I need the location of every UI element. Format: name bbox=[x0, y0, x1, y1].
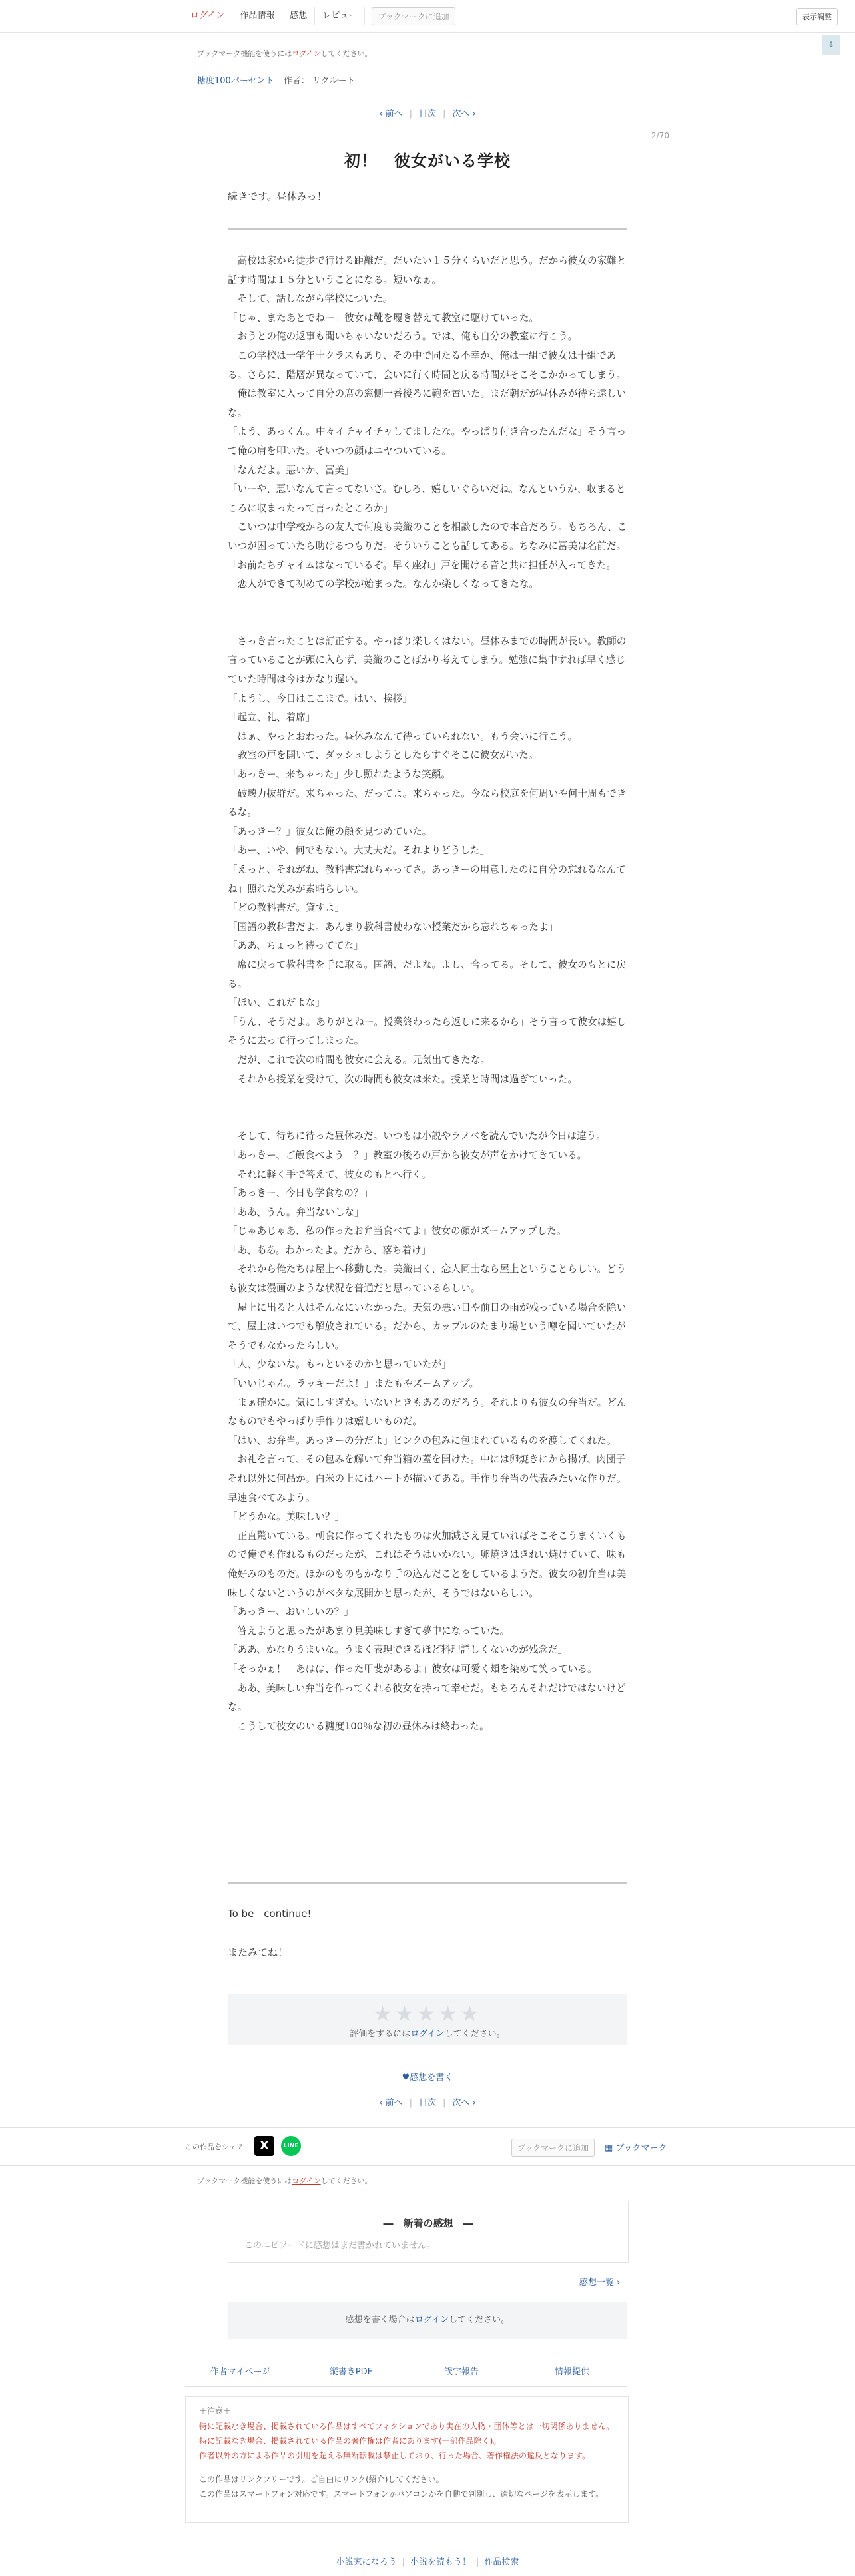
prev-link-bottom[interactable]: ‹ 前へ bbox=[379, 2098, 403, 2108]
body-paragraph: 「起立、礼、着席」 bbox=[228, 712, 316, 724]
info-provide-link[interactable]: 情報提供 bbox=[554, 2367, 589, 2377]
author-name: リクルート bbox=[312, 76, 356, 86]
body-paragraph: 「ああ、かなりうまいな。うまく表現できるほど料理詳しくないのが残念だ」 bbox=[228, 1644, 568, 1656]
prev-link[interactable]: ‹ 前へ bbox=[379, 109, 403, 119]
add-bookmark-button[interactable]: ブックマークに追加 bbox=[372, 7, 455, 25]
bookmark-notice bbox=[197, 48, 372, 59]
no-reviews-text: このエピソードに感想はまだ書かれていません。 bbox=[244, 2241, 435, 2251]
pager-top: ‹ 前へ | 目次 | 次へ › bbox=[379, 109, 476, 119]
body-paragraph: そして、話しながら学校についた。 bbox=[228, 293, 393, 305]
vertical-pdf-link[interactable]: 縦書きPDF bbox=[329, 2367, 373, 2377]
bookmark-notice-bottom bbox=[197, 2175, 372, 2186]
body-paragraph bbox=[228, 613, 627, 632]
rating-note-text: 評価をするには bbox=[350, 2029, 411, 2039]
author-mypage-link[interactable]: 作者マイページ bbox=[210, 2367, 271, 2377]
body-paragraph: 「そっかぁ！ あはは、作った甲斐があるよ」彼女は可愛く頬を染めて笑っている。 bbox=[228, 1663, 597, 1675]
notice-red-line: 特に記載なき場合、掲載されている作品はすべてフィクションであり実在の人物・団体等とは一切関係ありません。 bbox=[199, 2422, 615, 2431]
site-link-syosetu[interactable]: 小説家になろう bbox=[336, 2557, 397, 2567]
bookmark-link-label: ブックマーク bbox=[615, 2143, 667, 2153]
body-paragraph: 破壊力抜群だ。来ちゃった、だってよ。来ちゃった。今なら校庭を何周いや何十周もできるな。 bbox=[228, 787, 627, 819]
scroll-tab-icon[interactable]: ↕ bbox=[822, 35, 840, 55]
body-paragraph: こうして彼女のいる糖度100％な初の昼休みは終わった。 bbox=[228, 1720, 489, 1732]
body-paragraph: 「ああ、ちょっと待っててな」 bbox=[228, 940, 364, 952]
review-list-link[interactable]: 感想一覧 › bbox=[579, 2278, 621, 2288]
rating-link[interactable]: レビュー bbox=[315, 7, 365, 25]
line-share-icon[interactable]: LINE bbox=[281, 2136, 301, 2156]
body-paragraph: 俺は教室に入って自分の席の窓側一番後ろに鞄を置いた。まだ朝だが昼休みが待ち遠しいな。 bbox=[228, 388, 627, 419]
next-link-bottom[interactable]: 次へ › bbox=[452, 2098, 476, 2108]
page-number: 2/70 bbox=[651, 131, 669, 140]
body-paragraph: 「お前たちチャイムはなっているぞ。早く座れ」戸を開ける音と共に担任が入ってきた。 bbox=[228, 559, 617, 571]
body-paragraph: 「あー、いや、何でもない。大丈夫だ。それよりどうした」 bbox=[228, 845, 490, 857]
body-paragraph: ああ、美味しい弁当を作ってくれる彼女を持って幸せだ。もちろんそれだけではないけどな。 bbox=[228, 1682, 626, 1713]
site-link-yomou[interactable]: 小説を読もう！ bbox=[410, 2557, 471, 2567]
body-paragraph: まぁ確かに。気にしすぎか。いないときもあるのだろう。それよりも彼女の弁当だ。どんなものでもやっぱり手作りは嬉しいものだ。 bbox=[228, 1396, 627, 1428]
footer-nav bbox=[185, 2358, 627, 2387]
toc-link[interactable]: 目次 bbox=[418, 109, 436, 119]
divider-bottom bbox=[228, 1882, 627, 1884]
top-nav bbox=[185, 5, 455, 27]
bookmark-link[interactable]: ▦ ブックマーク bbox=[605, 2143, 667, 2153]
notice-red-line: 作者以外の方による作品の引用を超える無断転載は禁止しており、行った場合、著作権法の違反となります。 bbox=[199, 2451, 591, 2460]
body-paragraph: そして、待ちに待った昼休みだ。いつもは小説やラノベを読んでいたが今日は違う。 bbox=[228, 1130, 606, 1142]
body-paragraph: 「なんだよ。悪いか、冨美」 bbox=[228, 464, 354, 476]
afterword-line-2: またみてね！ bbox=[228, 1946, 288, 1958]
body-paragraph: 「国語の教科書だよ。あんまり教科書使わない授業だから忘れちゃったよ」 bbox=[228, 921, 559, 933]
body-paragraph: それから授業を受けて、次の時間も彼女は来た。授業と時間は過ぎていった。 bbox=[228, 1073, 578, 1085]
typo-report-link[interactable]: 誤字報告 bbox=[443, 2367, 479, 2377]
body-paragraph: 「うん、そうだよ。ありがとねー。授業終わったら返しに来るから」そう言って彼女は嬉しそうに去って行ってしまった。 bbox=[228, 1016, 627, 1047]
body-paragraph: 「はい、お弁当。あっきーの分だよ」ピンクの包みに包まれているものを渡してくれた。 bbox=[228, 1434, 617, 1446]
body-paragraph: 恋人ができて初めての学校が始まった。なんか楽しくなってきたな。 bbox=[228, 578, 539, 590]
reviews-link[interactable]: 感想 bbox=[282, 7, 315, 25]
body-paragraph: それに軽く手で答えて、彼女のもとへ行く。 bbox=[228, 1168, 431, 1180]
body-paragraph: 答えようと思ったがあまり見美味しすぎて夢中になっていた。 bbox=[228, 1625, 510, 1637]
body-paragraph: 屋上に出ると人はそんなにいなかった。天気の悪い日や前日の雨が残っている場合を除いて、屋上はいつでも解放されている。だから、カップルのたまり場という噂を聞いていたがそうでもなかったらしい。 bbox=[228, 1301, 627, 1351]
rating-login-link[interactable]: ログイン bbox=[410, 2029, 445, 2039]
share-area bbox=[0, 2127, 855, 2166]
rating-stars[interactable]: ★★★★★ bbox=[373, 2001, 482, 2026]
body-paragraph: 席に戻って教科書を手に取る。国語、だよな。よし、合ってる。そして、彼女のもとに戻る。 bbox=[228, 959, 627, 990]
notice-red-lines bbox=[199, 2419, 628, 2463]
login-review-suffix: してください。 bbox=[449, 2315, 510, 2325]
body-paragraph bbox=[228, 594, 627, 614]
notice-note: この作品はリンクフリーです。ご自由にリンク(紹介)してください。 bbox=[199, 2475, 444, 2484]
body-paragraph: 「あっきー？」彼女は俺の顔を見つめていた。 bbox=[228, 825, 432, 837]
body-paragraph: 「いいじゃん。ラッキーだよ！」またもやズームアップ。 bbox=[228, 1378, 479, 1390]
novel-body bbox=[228, 252, 627, 1736]
body-paragraph: こいつは中学校からの友人で何度も美織のことを相談したので本音だろう。もちろん、こいつが困っていたら助けるつもりだ。そういうことも話してある。ちなみに冨美は名前だ。 bbox=[228, 521, 627, 552]
top-bar bbox=[0, 0, 855, 33]
login-to-review-box bbox=[228, 2302, 627, 2339]
notice-text-suffix-bottom: してください。 bbox=[320, 2177, 372, 2185]
body-paragraph bbox=[228, 1089, 627, 1108]
display-settings-button[interactable]: 表示調整 bbox=[796, 8, 838, 25]
body-paragraph: 「ようし、今日はここまで。はい、挨拶」 bbox=[228, 692, 412, 704]
body-paragraph: 「じゃ、またあとでねー」彼女は靴を履き替えて教室に駆けていった。 bbox=[228, 312, 539, 323]
preface-text: 続きです。昼休みっ！ bbox=[228, 190, 327, 202]
body-paragraph: はぁ、やっとおわった。昼休みなんて待っていられない。もう会いに行こう。 bbox=[228, 730, 578, 742]
site-links: 小説家になろう | 小説を読もう！ | 作品検索 bbox=[336, 2557, 519, 2567]
site-link-search[interactable]: 作品検索 bbox=[484, 2557, 519, 2567]
series-info bbox=[197, 73, 355, 86]
login-link[interactable]: ログイン bbox=[185, 7, 232, 25]
login-review-link[interactable]: ログイン bbox=[414, 2315, 449, 2325]
body-paragraph: 「ほい、これだよな」 bbox=[228, 997, 325, 1009]
body-paragraph: 「あ、ああ。わかったよ。だから、落ち着け」 bbox=[228, 1244, 431, 1256]
body-paragraph: 「あっきー、今日も学食なの？」 bbox=[228, 1187, 374, 1199]
body-paragraph: 「人、少ないな。もっといるのかと思っていたが」 bbox=[228, 1359, 451, 1371]
login-review-text: 感想を書く場合は bbox=[345, 2315, 415, 2325]
body-paragraph: 「あっきー、来ちゃった」少し照れたような笑顔。 bbox=[228, 769, 451, 781]
body-paragraph: この学校は一学年十クラスもあり、その中で同たる不幸か、俺は一組で彼女は十組である。さらに、階層が異なっていて、会いに行く時間と戻る時間がそこそこかかってしまう。 bbox=[228, 349, 627, 381]
body-paragraph: 「よう、あっくん。中々イチャイチャしてましたな。やっぱり付き合ったんだな」そう言って俺の肩を叩いた。そいつの顔はニヤついている。 bbox=[228, 426, 627, 457]
body-paragraph: 教室の戸を開いて、ダッシュしようとしたらすぐそこに彼女がいた。 bbox=[228, 750, 539, 761]
notice-note: この作品はスマートフォン対応です。スマートフォンかパソコンかを自動で判別し、適切なページを表示します。 bbox=[199, 2489, 604, 2499]
author-label: 作者： bbox=[283, 76, 310, 86]
notice-text: ブックマーク機能を使うには bbox=[197, 49, 292, 58]
notice-login-link[interactable]: ログイン bbox=[292, 49, 321, 58]
notice-box bbox=[185, 2396, 629, 2523]
notice-title: ＋注意＋ bbox=[199, 2406, 232, 2416]
new-reviews-box bbox=[228, 2201, 629, 2263]
body-paragraph: お礼を言って、その包みを解いて弁当箱の蓋を開けた。中には卵焼きにから揚げ、肉団子それ以外に何品か。白米の上にはハートが描いてある。手作り弁当の代表みたいな作りだ。早速食べてみよう。 bbox=[228, 1454, 627, 1504]
body-paragraph: 「どの教科書だ。貸すよ」 bbox=[228, 902, 345, 914]
share-label: この作品をシェア bbox=[185, 2143, 244, 2151]
chapter-title: 初！ 彼女がいる学校 bbox=[344, 152, 511, 170]
body-paragraph: それから俺たちは屋上へ移動した。美織曰く、恋人同士なら屋上ということらしい。どうも彼女は漫画のような状況を普通だと思っているらしい。 bbox=[228, 1263, 627, 1295]
body-paragraph: 「じゃあじゃあ、私の作ったお弁当食べてよ」彼女の顔がズームアップした。 bbox=[228, 1225, 567, 1237]
body-paragraph: 「どうかな。美味しい？」 bbox=[228, 1511, 345, 1523]
series-title-link[interactable]: 糖度100パーセント bbox=[197, 76, 274, 86]
body-paragraph: 「ああ、うん。弁当ないしな」 bbox=[228, 1206, 364, 1218]
body-paragraph: 「いーや、悪いなんて言ってないさ。むしろ、嬉しいぐらいだね。なんというか、収まるところに収まったって言ったところか」 bbox=[228, 483, 626, 514]
body-paragraph: 高校は家から徒歩で行ける距離だ。だいたい１５分くらいだと思う。だから彼女の家難と話す時間は１５分というこ​とになる。短いなぁ。 bbox=[228, 255, 627, 286]
afterword-line-1: To be continue! bbox=[228, 1908, 312, 1920]
work-info-link[interactable]: 作品情報 bbox=[232, 7, 282, 25]
body-paragraph: おうとの俺の返事も聞いちゃいないだろう。では、俺も自分の教室に行こう。 bbox=[228, 331, 578, 343]
body-paragraph: 「あっきー、おいしいの？」 bbox=[228, 1606, 354, 1618]
body-paragraph: さっき言ったことは訂正する。やっぱり楽しくはない。昼休みまでの時間が長い。教師の言っていることが頭に入らず、美織のことばかり考えてしまう。勉強に集中すれば早く感じていた時間は今はかなり遅い。 bbox=[228, 635, 627, 686]
rating-note-suffix: してください。 bbox=[444, 2029, 505, 2039]
body-paragraph: 「えっと、それがね、教科書忘れちゃってさ。あっきーの用意したのに自分の忘れるなんてね」照れた笑みが素晴らしい。 bbox=[228, 864, 626, 895]
divider-top bbox=[228, 228, 627, 230]
notice-text-bottom: ブックマーク機能を使うには bbox=[197, 2177, 292, 2185]
body-paragraph: だが、これで次の時間も彼女に会える。元気出てきたな。 bbox=[228, 1054, 491, 1066]
rating-note bbox=[228, 2026, 627, 2039]
write-review-link[interactable]: ♥感想を書く bbox=[402, 2073, 453, 2083]
next-link[interactable]: 次へ › bbox=[452, 109, 476, 119]
toc-link-bottom[interactable]: 目次 bbox=[418, 2098, 436, 2108]
notice-red-line: 特に記載なき場合、掲載されている作品の著作権は作者にあります(一部作品除く)。 bbox=[199, 2436, 501, 2446]
notice-login-link-bottom[interactable]: ログイン bbox=[292, 2177, 321, 2185]
body-paragraph bbox=[228, 1108, 627, 1128]
body-paragraph: 正直驚いている。朝食に作ってくれたものは火加減さえ見ていればそこそこうまくいくもので俺でも作れるものだったが、これはそうはいかない。卵焼きはきれい焼けていて、味も俺好みのものだ。ほかのものもかなり手の込んだことをしているようだ。彼女の初弁当は美味しくないというのがベタな展開かと思ったが、そうではないらしい。 bbox=[228, 1530, 627, 1599]
new-reviews-heading: ― 新着の感想 ― bbox=[383, 2217, 473, 2229]
rating-box bbox=[228, 1994, 627, 2045]
pager-bottom: ‹ 前へ | 目次 | 次へ › bbox=[379, 2098, 476, 2108]
notice-text-suffix: してください。 bbox=[320, 49, 372, 58]
x-share-icon[interactable]: X bbox=[254, 2136, 274, 2156]
body-paragraph: 「あっきー、ご飯食べよう一？」教室の後ろの戸から彼女が声をかけてきている。 bbox=[228, 1149, 587, 1161]
add-bookmark-button-bottom[interactable]: ブックマークに追加 bbox=[511, 2139, 595, 2157]
notice-notes bbox=[199, 2472, 628, 2501]
